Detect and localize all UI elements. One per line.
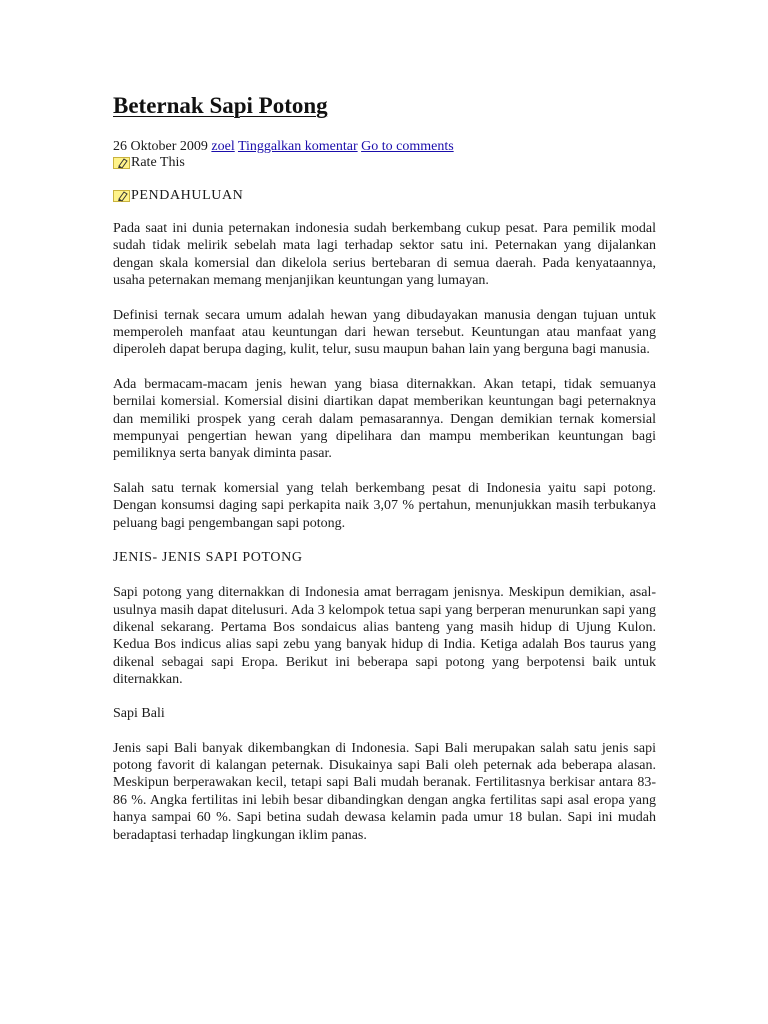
section-heading-types: JENIS- JENIS SAPI POTONG [113,550,303,566]
go-to-comments-link[interactable]: Go to comments [361,139,454,154]
post-date: 26 Oktober 2009 [113,139,208,154]
sticky-note-icon [113,190,130,202]
leave-comment-link[interactable]: Tinggalkan komentar [237,139,358,154]
paragraph: Ada bermacam-macam jenis hewan yang biasa diternakkan. Akan tetapi, tidak semuanya bernilai komersial. Komersial disini diartikan dapat memberikan keuntungan bagi peternaknya dan memiliki prospek yang cerah dalam pemasarannya. Dengan demikian ternak komersial mempunyai pengertian hewan yang dipelihara dan mampu memberikan keuntungan bagi pemiliknya serta banyak diminta pasar. [113,376,656,462]
paragraph: Salah satu ternak komersial yang telah berkembang pesat di Indonesia yaitu sapi potong. Dengan konsumsi daging sapi perkapita naik 3,07 % pertahun, menunjukkan masih terbukanya peluang bagi pengembangan sapi potong. [113,480,656,531]
rate-this-widget[interactable] [113,155,656,171]
section-heading-intro [113,187,656,205]
paragraph: Pada saat ini dunia peternakan indonesia sudah berkembang cukup pesat. Para pemilik modal sudah tidak melirik sebelah mata lagi terhadap sektor satu ini. Peternakan yang dijalankan dengan skala komersial dan dikelola serius bertebaran di semua daerah. Pada kenyataannya, usaha peternakan memang menjanjikan keuntungan yang lumayan. [113,221,656,289]
article-title: Beternak Sapi Potong [113,93,328,118]
sticky-note-icon [113,157,130,169]
post-meta [113,138,656,155]
rate-this-label: Rate This [131,155,185,170]
paragraph: Jenis sapi Bali banyak dikembangkan di Indonesia. Sapi Bali merupakan salah satu jenis sapi potong favorit di kalangan peternak. Disukainya sapi Bali oleh peternak ada beberapa alasan. Meskipun berperawakan kecil, tetapi sapi Bali mudah beranak. Fertilitasnya berkisar antara 83-86 %. Angka fertilitas ini lebih besar dibandingkan dengan angka fertilitas sapi asal eropa yang hanya sampai 60 %. Sapi betina sudah dewasa kelamin pada umur 18 bulan. Sapi ini mudah beradaptasi terhadap lingkungan iklim panas. [113,740,656,843]
author-link[interactable]: zoel [211,139,235,154]
paragraph: Definisi ternak secara umum adalah hewan yang dibudayakan manusia dengan tujuan untuk memperoleh manfaat atau keuntungan dari hewan tersebut. Keuntungan atau manfaat yang diperoleh dapat berupa daging, kulit, telur, susu maupun bahan lain yang berguna bagi manusia. [113,307,656,358]
subheading-sapi-bali: Sapi Bali [113,705,165,721]
paragraph: Sapi potong yang diternakkan di Indonesia amat berragam jenisnya. Meskipun demikian, asal-usulnya masih dapat ditelusuri. Ada 3 kelompok tetua sapi yang berperan menurunkan sapi yang dikenal sekarang. Pertama Bos sondaicus alias banteng yang masih hidup di Ujung Kulon. Kedua Bos indicus alias sapi zebu yang banyak hidup di India. Ketiga adalah Bos taurus yang dikenal sebagai sapi Eropa. Berikut ini beberapa sapi potong yang berpotensi baik untuk diternakkan. [113,585,656,688]
section-heading-text: PENDAHULUAN [131,188,244,203]
article [113,92,656,844]
